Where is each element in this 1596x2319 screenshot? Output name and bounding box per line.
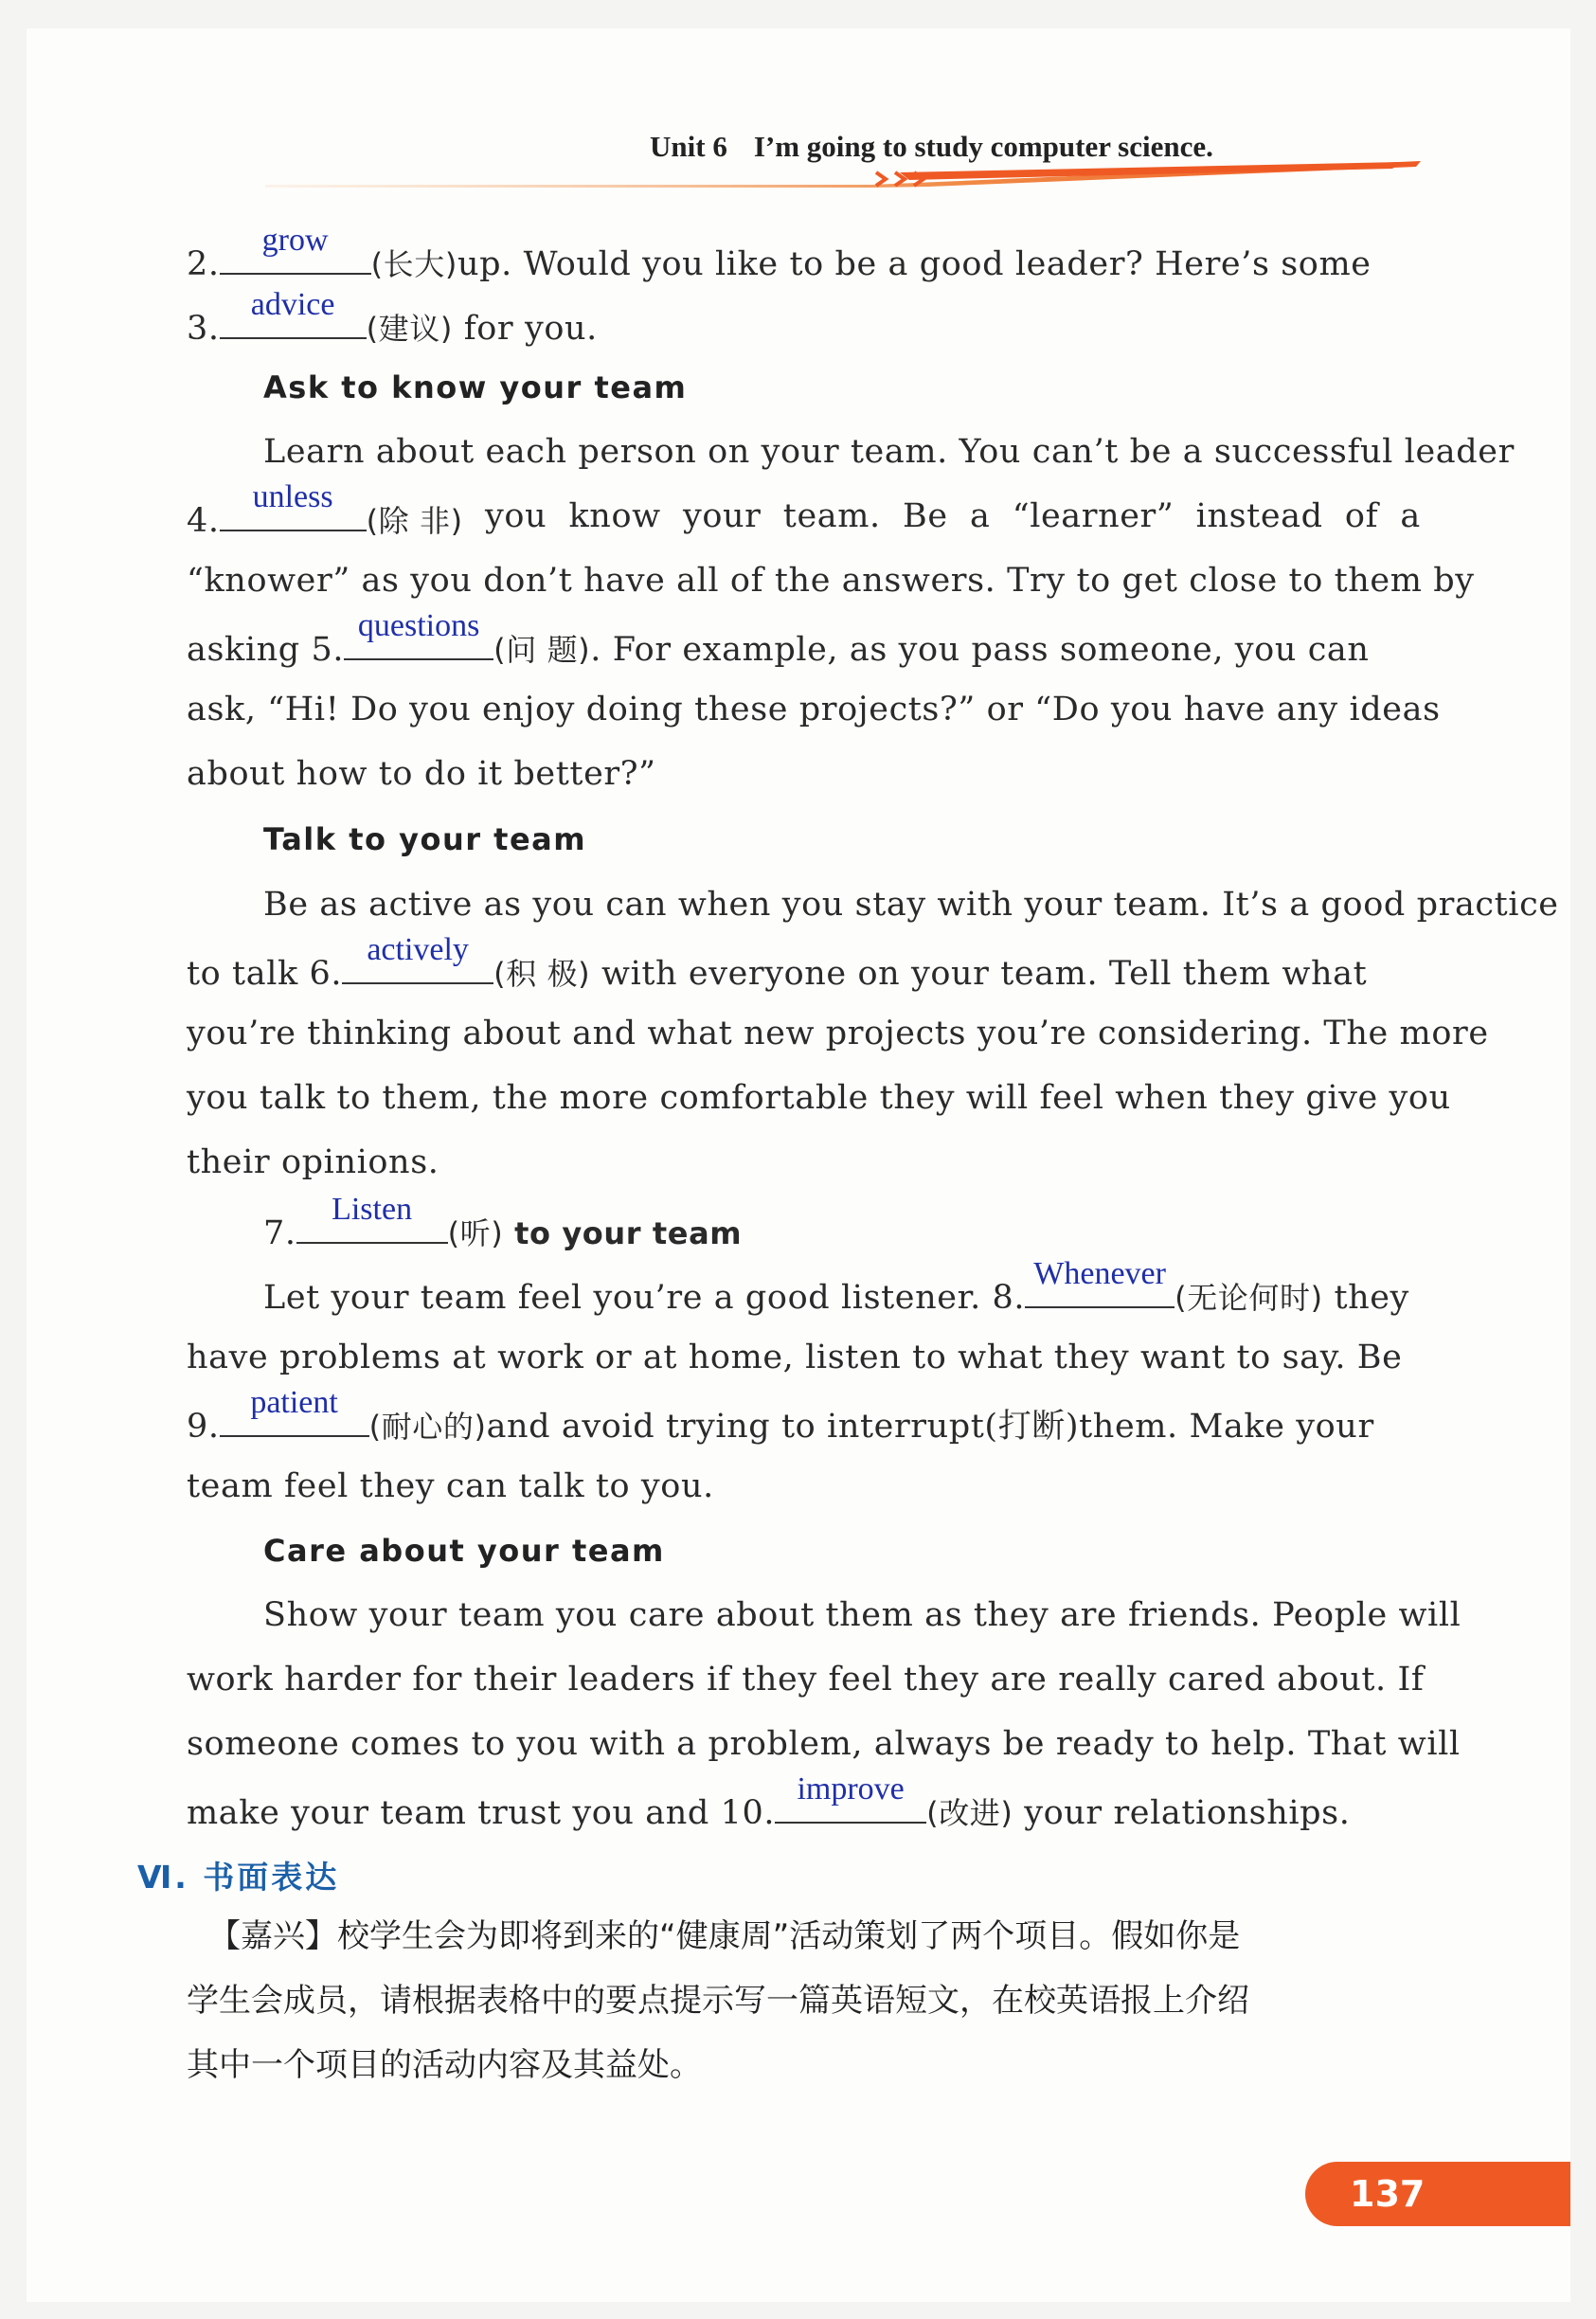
section-heading: Ask to know your team (263, 369, 688, 405)
text-line: someone comes to you with a problem, always be ready to help. That will (187, 1725, 1461, 1763)
answer-blank[interactable]: patient (220, 1401, 369, 1437)
answer-blank[interactable]: actively (342, 948, 493, 984)
text-line: have problems at work or at home, listen to what they want to say. Be (187, 1339, 1403, 1376)
text-line: “knower” as you don’t have all of the answers. Try to get close to them by (187, 562, 1475, 600)
answer-blank[interactable]: unless (220, 495, 367, 531)
answer-blank[interactable]: Listen (296, 1208, 448, 1244)
answer-blank[interactable]: grow (220, 239, 371, 275)
text-line: ask, “Hi! Do you enjoy doing these projects?” or “Do you have any ideas (187, 691, 1441, 728)
text-line: work harder for their leaders if they feel they are really cared about. If (187, 1661, 1425, 1699)
section-heading: Care about your team (263, 1533, 665, 1569)
section-vi-title: Ⅵ. 书面表达 (137, 1859, 340, 1896)
text-line: their opinions. (187, 1143, 439, 1181)
text-line: Let your team feel you’re a good listener. 8. Whenever (无论何时) they (263, 1256, 1409, 1317)
page-number: 137 (1305, 2162, 1570, 2226)
answer-blank[interactable]: Whenever (1025, 1272, 1175, 1308)
text-line: asking 5. questions (问 题). For example, as you pass someone, you can (187, 608, 1370, 669)
text-line: Show your team you care about them as they are friends. People will (263, 1596, 1462, 1634)
instruction-line: 其中一个项目的活动内容及其益处。 (187, 2046, 702, 2084)
section-heading: 7. Listen (听) to your team (263, 1192, 743, 1252)
text-line: about how to do it better?” (187, 755, 656, 793)
text-line: Be as active as you can when you stay with your team. It’s a good practice (263, 886, 1559, 924)
text-line: 2. grow (长大)up. Would you like to be a good leader? Here’s some (187, 223, 1372, 283)
answer-blank[interactable]: improve (775, 1788, 926, 1824)
unit-title: I’m going to study computer science. (753, 130, 1213, 163)
text-line: make your team trust you and 10. improve (改进) your relationships. (187, 1771, 1351, 1832)
unit-label: Unit 6 (650, 130, 727, 163)
text-line: team feel they can talk to you. (187, 1467, 714, 1505)
text-line: Learn about each person on your team. You can’t be a successful leader (263, 433, 1515, 471)
text-line: 4. unless (除 非) you know your team. Be a “learner” instead of a (187, 479, 1421, 540)
answer-blank[interactable]: questions (344, 624, 493, 660)
header-swoosh-decoration (265, 159, 1421, 197)
text-line: to talk 6. actively (积 极) with everyone on your team. Tell them what (187, 932, 1368, 993)
instruction-line: 【嘉兴】校学生会为即将到来的“健康周”活动策划了两个项目。假如你是 (208, 1917, 1241, 1955)
instruction-line: 学生会成员，请根据表格中的要点提示写一篇英语短文，在校英语报上介绍 (187, 1982, 1249, 2020)
section-heading: Talk to your team (263, 821, 587, 857)
text-line: 3. advice (建议) for you. (187, 287, 598, 348)
text-line: you talk to them, the more comfortable they will feel when they give you (187, 1079, 1451, 1117)
text-line: 9. patient (耐心的)and avoid trying to interrupt(打断)them. Make your (187, 1385, 1374, 1446)
text-line: you’re thinking about and what new projects you’re considering. The more (187, 1015, 1489, 1052)
answer-blank[interactable]: advice (220, 303, 367, 339)
